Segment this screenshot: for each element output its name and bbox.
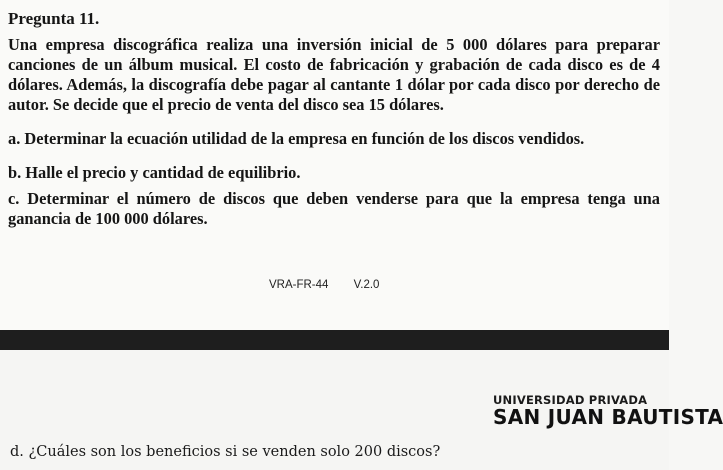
question-item-a: a. Determinar la ecuación utilidad de la empresa en función de los discos vendidos. [8,129,585,148]
university-name: SAN JUAN BAUTISTA [493,405,723,429]
question-item-d: d. ¿Cuáles son los beneficios si se venden solo 200 discos? [10,444,441,460]
question-item-c: c. Determinar el número de discos que deben venderse para que la empresa tenga una ganancia de 100 000 dólares. [8,189,660,228]
question-item-b: b. Halle el precio y cantidad de equilibrio. [8,163,301,182]
university-subtitle: UNIVERSIDAD PRIVADA [493,393,648,407]
page-separator-band [0,330,669,350]
document-version: V.2.0 [353,279,380,291]
question-intro: Una empresa discográfica realiza una inversión inicial de 5 000 dólares para preparar canciones de un álbum musical. El costo de fabricación y grabación de cada disco es de 4 dólares. Además, la discografía debe pagar al cantante 1 dólar por cada disco por derecho de autor. Se decide que el precio de venta del disco sea 15 dólares. [8,35,660,114]
document-code: VRA-FR-44 [269,279,329,291]
question-title: Pregunta 11. [8,9,100,28]
document-footer [269,279,379,291]
